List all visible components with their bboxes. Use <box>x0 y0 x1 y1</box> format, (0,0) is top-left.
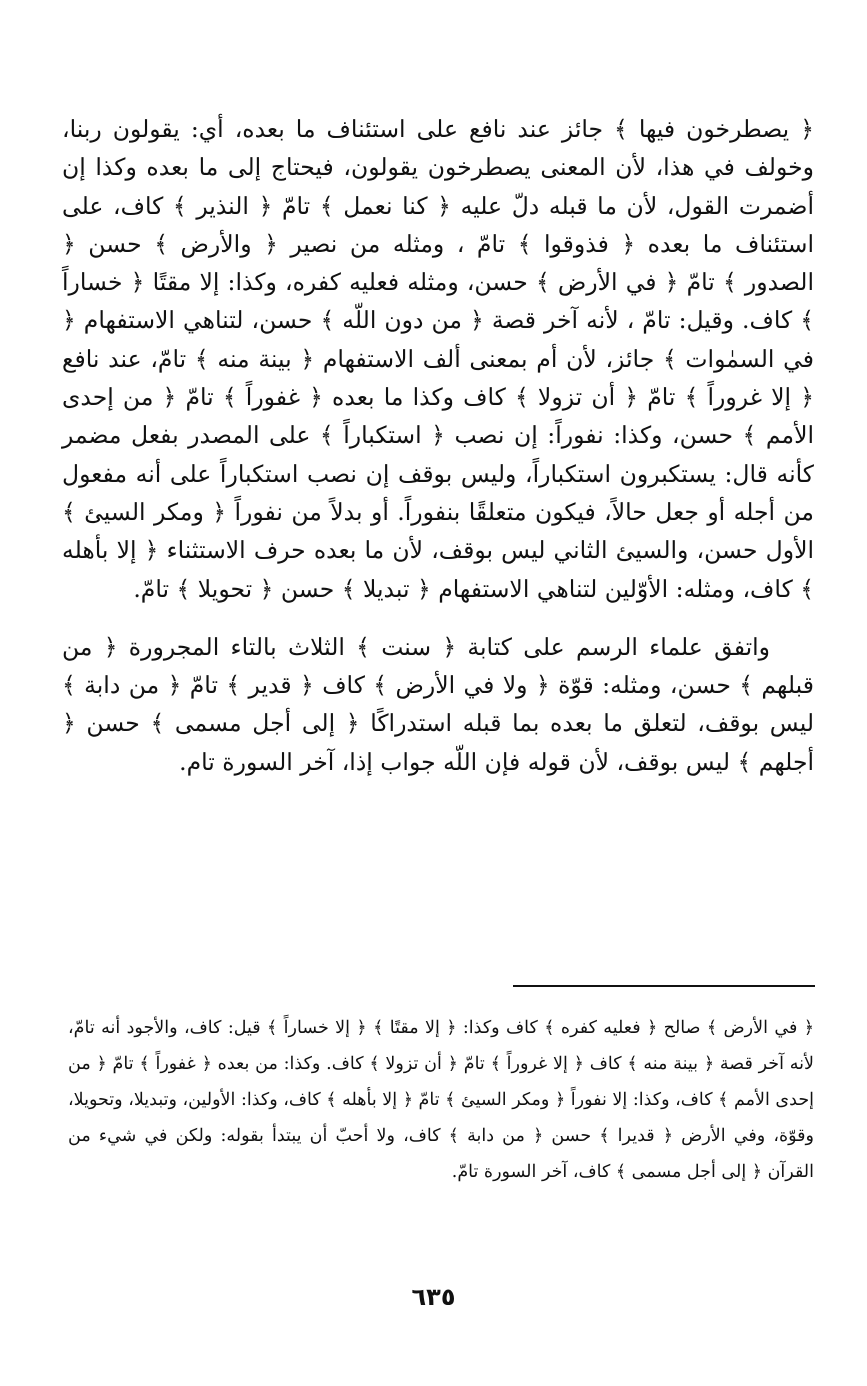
page-number: ٦٣٥ <box>411 1283 456 1311</box>
main-paragraph-2: واتفق علماء الرسم على كتابة ﴿ سنت ﴾ الثلاث بالتاء المجرورة ﴿ من قبلهم ﴾ حسن، ومثله: قوّة ﴿ ولا في الأرض ﴾ كاف ﴿ قدير ﴾ تامّ ﴿ من دابة ﴾ ليس بوقف، لتعلق ما بعده بما قبله استدراكًا ﴿ إلى أجل مسمى ﴾ حسن ﴿ أجلهم ﴾ ليس بوقف، لأن قوله فإن اللّه جواب إذا، آخر السورة تام. <box>62 632 814 776</box>
footnote-text: ﴿ في الأرض ﴾ صالح ﴿ فعليه كفره ﴾ كاف وكذا: ﴿ إلا مقتًا ﴾ ﴿ إلا خساراً ﴾ قيل: كاف، والأجود أنه تامّ، لأنه آخر قصة ﴿ بينة منه ﴾ كاف ﴿ إلا غروراً ﴾ تامّ ﴿ أن تزولا ﴾ كاف. وكذا: من بعده ﴿ غفوراً ﴾ تامّ ﴿ من إحدى الأمم ﴾ كاف، وكذا: إلا نفوراً ﴿ ومكر السيئ ﴾ تامّ ﴿ إلا بأهله ﴾ كاف، وكذا: الأولين، وتبديلا، وتحويلا، وقوّة، وفي الأرض ﴿ قديرا ﴾ حسن ﴿ من دابة ﴾ كاف، ولا أحبّ أن يبتدأ بقوله: ولكن في شيء من القرآن ﴿ إلى أجل مسمى ﴾ كاف، آخر السورة تامّ. <box>68 1018 814 1182</box>
footnote-divider <box>513 985 815 987</box>
main-text-block <box>62 110 814 781</box>
main-paragraph-1: ﴿ يصطرخون فيها ﴾ جائز عند نافع على استئناف ما بعده، أي: يقولون ربنا، وخولف في هذا، لأن المعنى يصطرخون يقولون، فيحتاج إلى ما بعده وكذا إن أضمرت القول، لأن ما قبله دلّ عليه ﴿ كنا نعمل ﴾ تامّ ﴿ النذير ﴾ كاف، على استئناف ما بعده ﴿ فذوقوا ﴾ تامّ ، ومثله من نصير ﴿ والأرض ﴾ حسن ﴿ الصدور ﴾ تامّ ﴿ في الأرض ﴾ حسن، ومثله فعليه كفره، وكذا: إلا مقتًا ﴿ خساراً ﴾ كاف. وقيل: تامّ ، لأنه آخر قصة ﴿ من دون اللّه ﴾ حسن، لتناهي الاستفهام ﴿ في السمٰوات ﴾ جائز، لأن أم بمعنى ألف الاستفهام ﴿ بينة منه ﴾ تامّ، عند نافع ﴿ إلا غروراً ﴾ تامّ ﴿ أن تزولا ﴾ كاف وكذا ما بعده ﴿ غفوراً ﴾ تامّ ﴿ من إحدى الأمم ﴾ حسن، وكذا: نفوراً: إن نصب ﴿ استكباراً ﴾ على المصدر بفعل مضمر كأنه قال: يستكبرون استكباراً، وليس بوقف إن نصب استكباراً على أنه مفعول من أجله أو جعل حالاً، فيكون متعلقًا بنفوراً. أو بدلاً من نفوراً ﴿ ومكر السيئ ﴾ الأول حسن، والسيئ الثاني ليس بوقف، لأن ما بعده حرف الاستثناء ﴿ إلا بأهله ﴾ كاف، ومثله: الأوّلين لتناهي الاستفهام ﴿ تبديلا ﴾ حسن ﴿ تحويلا ﴾ تامّ. <box>62 115 814 603</box>
footnote-block <box>68 1010 814 1190</box>
